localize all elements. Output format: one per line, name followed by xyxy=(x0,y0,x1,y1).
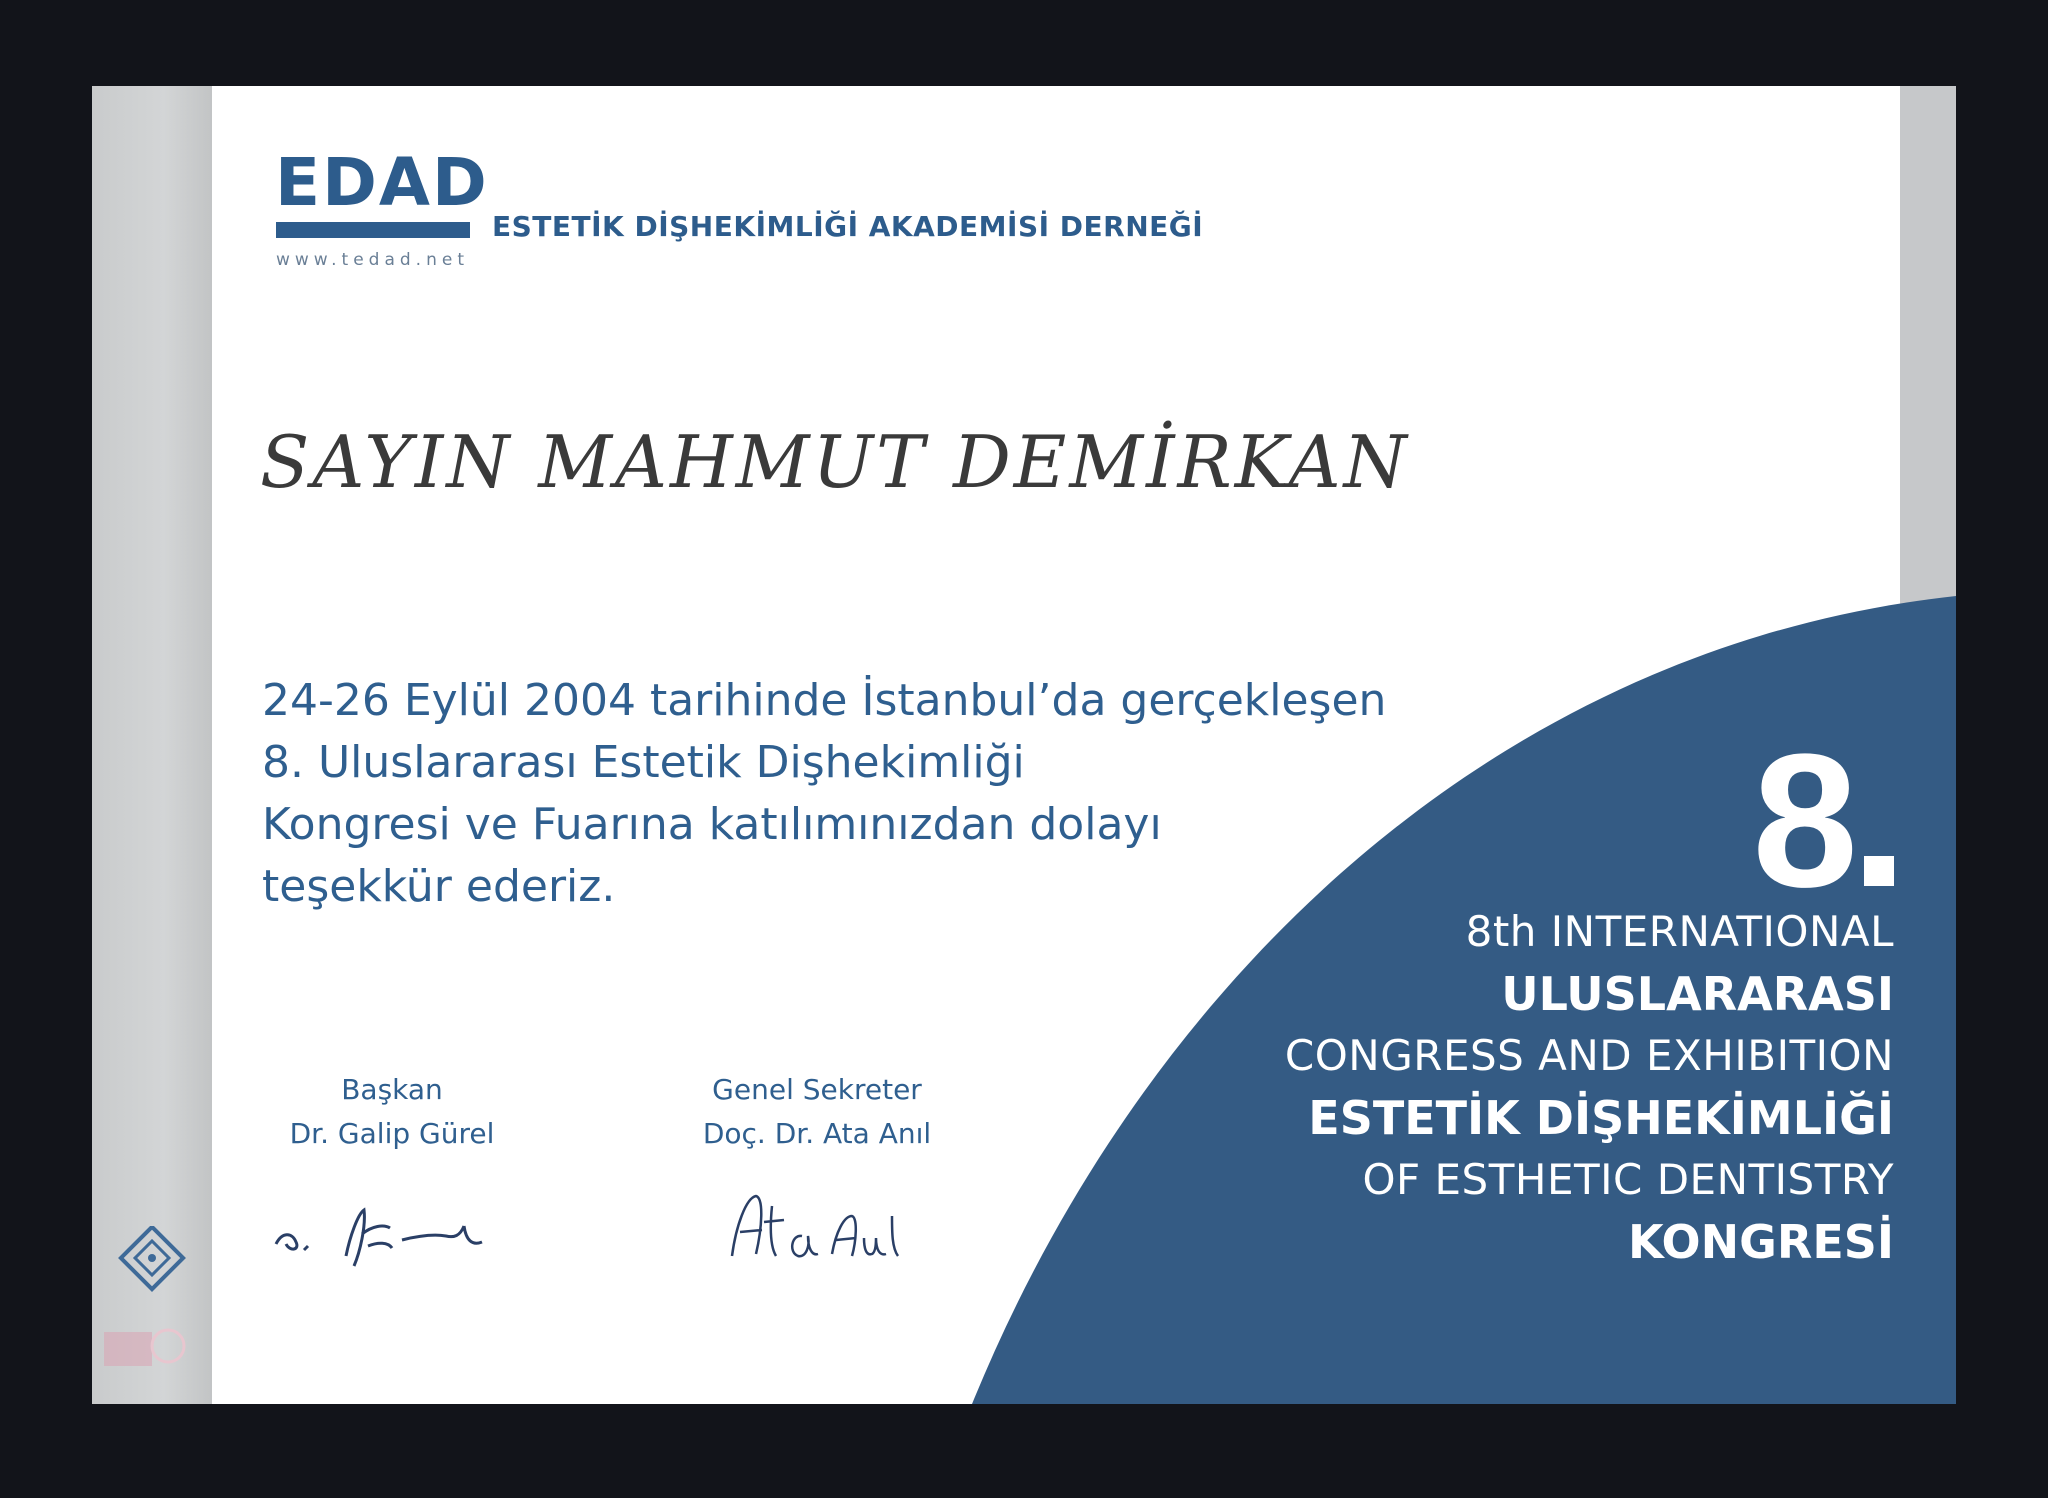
body-line-3: Kongresi ve Fuarına katılımınızdan dolayı xyxy=(262,799,1162,850)
recipient-name: SAYIN MAHMUT DEMİRKAN xyxy=(260,420,1410,504)
organization-name: ESTETİK DİŞHEKİMLİĞİ AKADEMİSİ DERNEĞİ xyxy=(492,210,1204,243)
body-line-4: teşekkür ederiz. xyxy=(262,861,616,912)
congress-number: 8 xyxy=(1752,715,1858,927)
logo-bar xyxy=(276,222,470,238)
congress-line-6: KONGRESİ xyxy=(1627,1215,1894,1269)
certificate xyxy=(92,86,1956,1404)
president-title: Başkan xyxy=(341,1073,443,1106)
president-signature xyxy=(268,1196,508,1276)
congress-line-5: OF ESTHETIC DENTISTRY xyxy=(1362,1155,1894,1204)
secretary-title: Genel Sekreter xyxy=(712,1073,922,1106)
secretary-name: Doç. Dr. Ata Anıl xyxy=(702,1117,932,1150)
congress-number-dot xyxy=(1864,856,1894,886)
president-name: Dr. Galip Gürel xyxy=(289,1117,495,1150)
congress-number-row xyxy=(1285,715,1894,927)
secretary-signature xyxy=(712,1176,912,1276)
logo-url: www.tedad.net xyxy=(276,250,469,270)
congress-line-3: CONGRESS AND EXHIBITION xyxy=(1284,1031,1894,1080)
nm-logo-icon xyxy=(104,1330,184,1366)
congress-line-2: ULUSLARARASI xyxy=(1501,967,1894,1021)
congress-title-block xyxy=(1284,715,1894,1273)
edad-logo: EDAD xyxy=(275,144,489,221)
event-logo-icon xyxy=(121,1227,183,1289)
congress-line-1: 8th INTERNATIONAL xyxy=(1465,907,1894,956)
president-signature-block xyxy=(272,1068,512,1156)
congress-line-4: ESTETİK DİŞHEKİMLİĞİ xyxy=(1308,1091,1894,1145)
secretary-signature-block xyxy=(672,1068,962,1156)
sponsor-logos xyxy=(102,1226,202,1386)
body-line-1: 24-26 Eylül 2004 tarihinde İstanbul’da gerçekleşen xyxy=(262,675,1387,726)
body-line-2: 8. Uluslararası Estetik Dişhekimliği xyxy=(262,737,1025,788)
